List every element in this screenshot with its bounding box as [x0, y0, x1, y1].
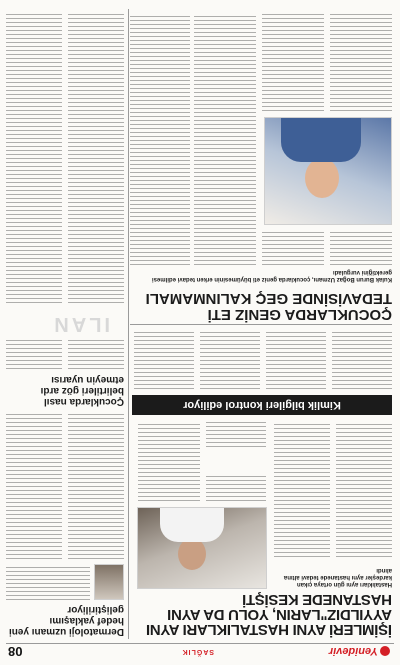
- lower-body-col-1a: [330, 229, 392, 265]
- doctor-photo: [137, 507, 267, 589]
- right-body-1a: [6, 564, 90, 600]
- page-number: 08: [8, 644, 23, 659]
- main-body-col-3a: [206, 473, 266, 501]
- lower-body-col-1b: [330, 13, 392, 111]
- right-body-2a: [68, 339, 124, 369]
- side-body-col-2: [266, 329, 326, 389]
- main-body-col-1: [336, 421, 392, 557]
- right-headline-2: Çocuklarda nasıl belirtileri göz ardı etmeyin uyarısı: [40, 374, 124, 407]
- lower-body-col-3: [194, 13, 256, 265]
- doctor-coat: [160, 507, 224, 542]
- lower-body-col-2b: [262, 13, 324, 111]
- child-photo: [264, 117, 392, 225]
- right-headline-1: Dermatoloji uzmanı yeni hedef yaklaşımı geliştiriliyor: [8, 604, 124, 637]
- lower-headline: ÇOCUKLARDA GENİZ ETİ TEDAVİSİNDE GEÇ KALINMAMALI: [145, 290, 392, 323]
- side-body-col-1: [332, 329, 392, 389]
- newspaper-logo: [329, 646, 390, 658]
- child-face: [305, 158, 339, 198]
- right-body-3b: [6, 13, 62, 303]
- main-headline: İŞİMLERİ AYNI HASTALIKLARI AYNI AYYILDIZ"LARIN, YOLU DA AYNI HASTANEDE KESİŞTİ: [146, 591, 392, 638]
- lower-body-col-4: [130, 13, 190, 265]
- right-body-1c: [6, 413, 62, 559]
- portrait-photo: [94, 564, 124, 600]
- side-body-col-4: [134, 329, 194, 389]
- main-deck: Hastalıkları aynı gün ortaya çıkan kardeşler aynı hastanede tedavi altına alındı: [283, 567, 392, 587]
- child-shirt: [281, 117, 361, 162]
- main-body-col-4: [138, 421, 200, 501]
- right-body-2b: [6, 339, 62, 369]
- masthead: [6, 643, 394, 659]
- side-story-headline: Kimlik bilgileri kontrol ediliyor: [132, 395, 392, 415]
- lower-deck: Kulak Burun Boğaz Uzmanı, çocuklarda geniz eti büyümesinin erken tedavi edilmesi gerektiğini vurguladı: [151, 269, 392, 282]
- section-title: SAĞLIK: [181, 648, 214, 655]
- ad-watermark: ILAN: [51, 313, 110, 335]
- side-body-col-3: [200, 329, 260, 389]
- logo-mark-icon: [380, 647, 390, 657]
- right-body-3a: [68, 13, 124, 303]
- doctor-face: [178, 538, 206, 570]
- logo-text: Yenidevir: [328, 645, 378, 658]
- lower-body-col-2a: [262, 229, 324, 265]
- main-body-col-3b: [206, 421, 266, 447]
- right-body-1b: [68, 413, 124, 559]
- section-divider: [130, 324, 392, 325]
- main-body-col-2: [274, 421, 330, 557]
- column-rule: [128, 9, 129, 639]
